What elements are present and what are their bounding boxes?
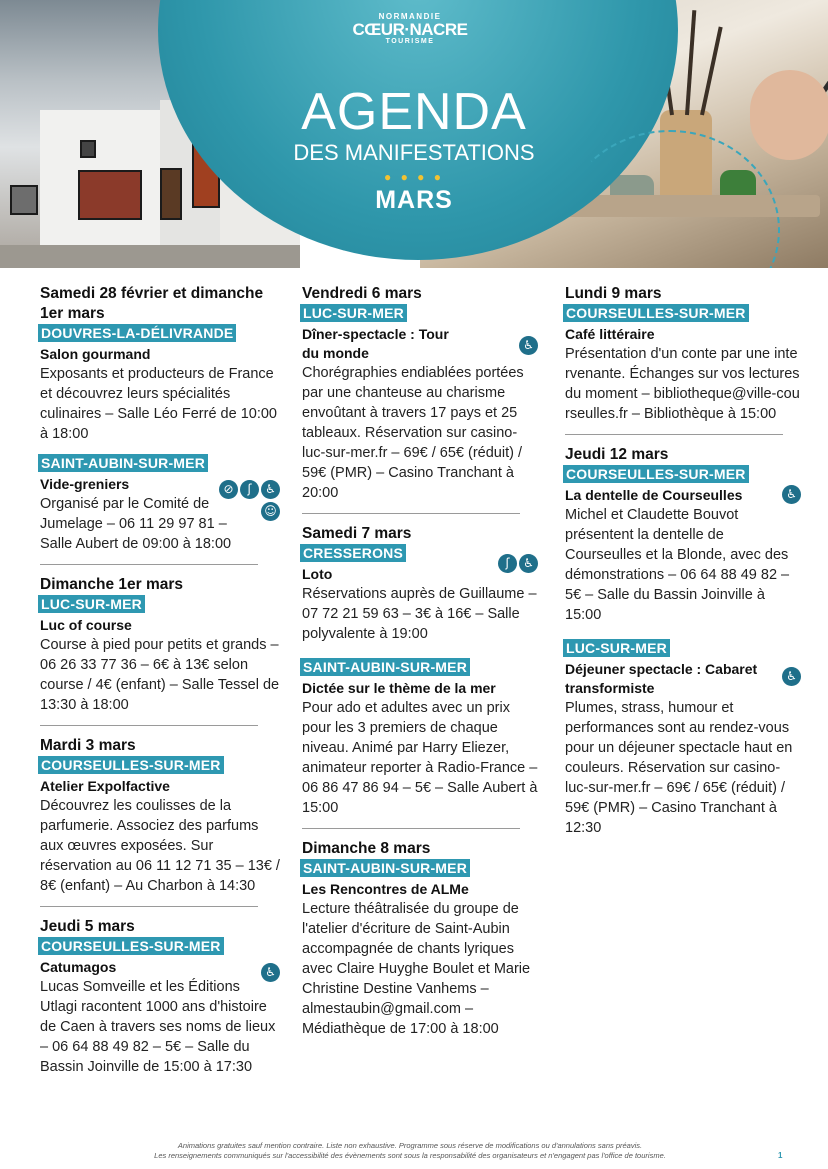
event-title: Loto [302, 566, 333, 582]
event-block [565, 639, 801, 838]
event-title: Catumagos [40, 959, 117, 975]
accessibility-icons [498, 554, 538, 573]
event-description: Exposants et producteurs de France et découvrez leurs spécialités culinaires – Salle Léo Ferré de 10:00 à 18:00 [40, 366, 277, 442]
accessibility-icons [261, 502, 280, 521]
brand-logo [330, 12, 490, 45]
event-block [302, 658, 538, 818]
divider [302, 828, 520, 829]
column-3 [565, 284, 801, 838]
event-description: Lecture théâtralisée du groupe de l'atelier d'écriture de Saint-Aubin accompagnée de chants lyriques avec Claire Huyghe Boulet et Marie Christine Destine Vanhems – almestaubin@gmail.com – Médiathèque de 17:00 à 18:00 [302, 901, 531, 1037]
event-place: COURSEULLES-SUR-MER [38, 937, 224, 955]
event-block [40, 284, 280, 444]
divider [40, 906, 258, 907]
accessibility-icons [519, 336, 538, 355]
event-block [565, 445, 801, 625]
accessibility-icons [219, 480, 280, 499]
event-title: Salon gourmand [40, 346, 151, 362]
event-description: Chorégraphies endiablées portées par une chanteuse au charisme envoûtant à travers 17 pays et 25 tableaux. Réservation sur casino-luc-sur-mer.fr – 69€ / 65€ (réduit) / 59€ (PMR) – Casino Tranchant à 20:00 [302, 365, 524, 501]
event-place: COURSEULLES-SUR-MER [38, 756, 224, 774]
event-title: Café littéraire [565, 326, 655, 342]
event-date: Mardi 3 mars [40, 737, 136, 754]
event-place: CRESSERONS [300, 544, 406, 562]
event-description: Présentation d'un conte par une intervenante. Échanges sur vos lectures du moment – bibliotheque@ville-courseulles.fr – Bibliothèque à 15:00 [565, 346, 800, 422]
event-date: Samedi 28 février et dimanche 1er mars [40, 285, 264, 322]
event-description: Michel et Claudette Bouvot présentent la dentelle de Courseulles et la Blonde, avec des démonstrations – 06 64 88 49 82 – 5€ – Salle du Bassin Joinville à 15:00 [565, 507, 790, 623]
footer-notice [40, 1141, 783, 1161]
divider [40, 564, 258, 565]
event-place: LUC-SUR-MER [563, 639, 670, 657]
wheelchair-icon: ♿ [261, 480, 280, 499]
event-block [302, 839, 538, 1039]
event-title: Les Rencontres de ALMe [302, 881, 469, 897]
brand-line3: TOURISME [385, 38, 435, 45]
event-description: Course à pied pour petits et grands – 06 26 33 77 36 – 6€ à 13€ selon course / 4€ (enfant) – Salle Tessel de 13:30 à 18:00 [40, 637, 280, 713]
event-block [40, 454, 280, 554]
event-place: SAINT-AUBIN-SUR-MER [300, 859, 470, 877]
brand-line1: NORMANDIE [378, 12, 442, 21]
event-title: Dîner-spectacle : Tour du monde [302, 326, 449, 361]
wheelchair-icon: ♿ [782, 485, 801, 504]
event-block [565, 284, 801, 424]
event-title: Vide-greniers [40, 476, 130, 492]
page-subtitle: DES MANIFESTATIONS [293, 140, 535, 165]
event-place: COURSEULLES-SUR-MER [563, 465, 749, 483]
divider [302, 513, 520, 514]
event-place: DOUVRES-LA-DÉLIVRANDE [38, 324, 236, 342]
column-1 [40, 284, 280, 1077]
event-date: Lundi 9 mars [565, 285, 662, 302]
accessibility-icons [782, 485, 801, 504]
event-date: Vendredi 6 mars [302, 285, 422, 302]
event-title: La dentelle de Courseulles [565, 487, 743, 503]
event-date: Dimanche 8 mars [302, 840, 431, 857]
eye-slash-icon: ⊘ [219, 480, 238, 499]
event-description: Pour ado et adultes avec un prix pour les 3 premiers de chaque niveau. Animé par Harry Eliezer, animateur reporter à Radio-France – 06 86 47 86 94 – 5€ – Salle Aubert à 15:00 [302, 700, 538, 816]
event-description: Lucas Somveille et les Éditions Utlagi racontent 1000 ans d'histoire de Caen à travers ses noms de lieux – 06 64 88 49 82 – 5€ – Salle du Bassin Joinville de 15:00 à 17:30 [40, 979, 276, 1075]
accessibility-icons [782, 667, 801, 686]
event-block [40, 575, 280, 715]
event-date: Jeudi 12 mars [565, 446, 669, 463]
wheelchair-icon: ♿ [519, 336, 538, 355]
dots-decoration: ● ● ● ● [384, 170, 444, 184]
event-title: Déjeuner spectacle : Cabaret transformiste [565, 661, 758, 696]
event-block [40, 736, 280, 896]
head-icon: ☺ [261, 502, 280, 521]
divider [565, 434, 783, 435]
event-place: SAINT-AUBIN-SUR-MER [38, 454, 208, 472]
event-description: Réservations auprès de Guillaume – 07 72 21 59 63 – 3€ à 16€ – Salle polyvalente à 19:00 [302, 586, 537, 642]
month-title: MARS [375, 186, 453, 214]
footer-line2: Les renseignements communiqués sur l'accessibilité des évènements sont sous la responsabilité des organisateurs et n'engagent pas l'office de tourisme. [154, 1151, 666, 1160]
event-title: Luc of course [40, 617, 132, 633]
page-number: 1 [778, 1151, 783, 1160]
event-date: Jeudi 5 mars [40, 918, 135, 935]
event-description: Plumes, strass, humour et performances sont au rendez-vous pour un déjeuner spectacle haut en couleurs. Réservation sur casino-luc-sur-mer.fr – 69€ / 65€ (réduit) / 59€ (PMR) – Casino Tranchant à 12:30 [565, 700, 793, 836]
wheelchair-icon: ♿ [782, 667, 801, 686]
brand-line2: CŒUR·NACRE [352, 20, 468, 39]
event-block [302, 284, 538, 503]
column-2 [302, 284, 538, 1039]
event-place: SAINT-AUBIN-SUR-MER [300, 658, 470, 676]
footer-line1: Animations gratuites sauf mention contraire. Liste non exhaustive. Programme sous réserve de modifications ou d'annulations sans préavis. [177, 1141, 643, 1150]
event-place: LUC-SUR-MER [38, 595, 145, 613]
page-title: AGENDA [301, 83, 527, 141]
event-block [40, 917, 280, 1077]
header-banner [0, 0, 828, 268]
event-description: Organisé par le Comité de Jumelage – 06 11 29 97 81 – Salle Aubert de 09:00 à 18:00 [40, 496, 232, 552]
event-date: Dimanche 1er mars [40, 576, 184, 593]
event-place: COURSEULLES-SUR-MER [563, 304, 749, 322]
event-block [302, 524, 538, 644]
wheelchair-icon: ♿ [519, 554, 538, 573]
accessibility-icons [261, 963, 280, 982]
divider [40, 725, 258, 726]
event-title: Dictée sur le thème de la mer [302, 680, 496, 696]
event-description: Découvrez les coulisses de la parfumerie. Associez des parfums aux œuvres exposées. Sur réservation au 06 11 12 71 35 – 13€ / 8€ (enfant) – Au Charbon à 14:30 [40, 798, 280, 894]
event-date: Samedi 7 mars [302, 525, 412, 542]
ear-icon: ʃ [498, 554, 517, 573]
wheelchair-icon: ♿ [261, 963, 280, 982]
event-place: LUC-SUR-MER [300, 304, 407, 322]
ear-icon: ʃ [240, 480, 259, 499]
event-title: Atelier Expolfactive [40, 778, 170, 794]
